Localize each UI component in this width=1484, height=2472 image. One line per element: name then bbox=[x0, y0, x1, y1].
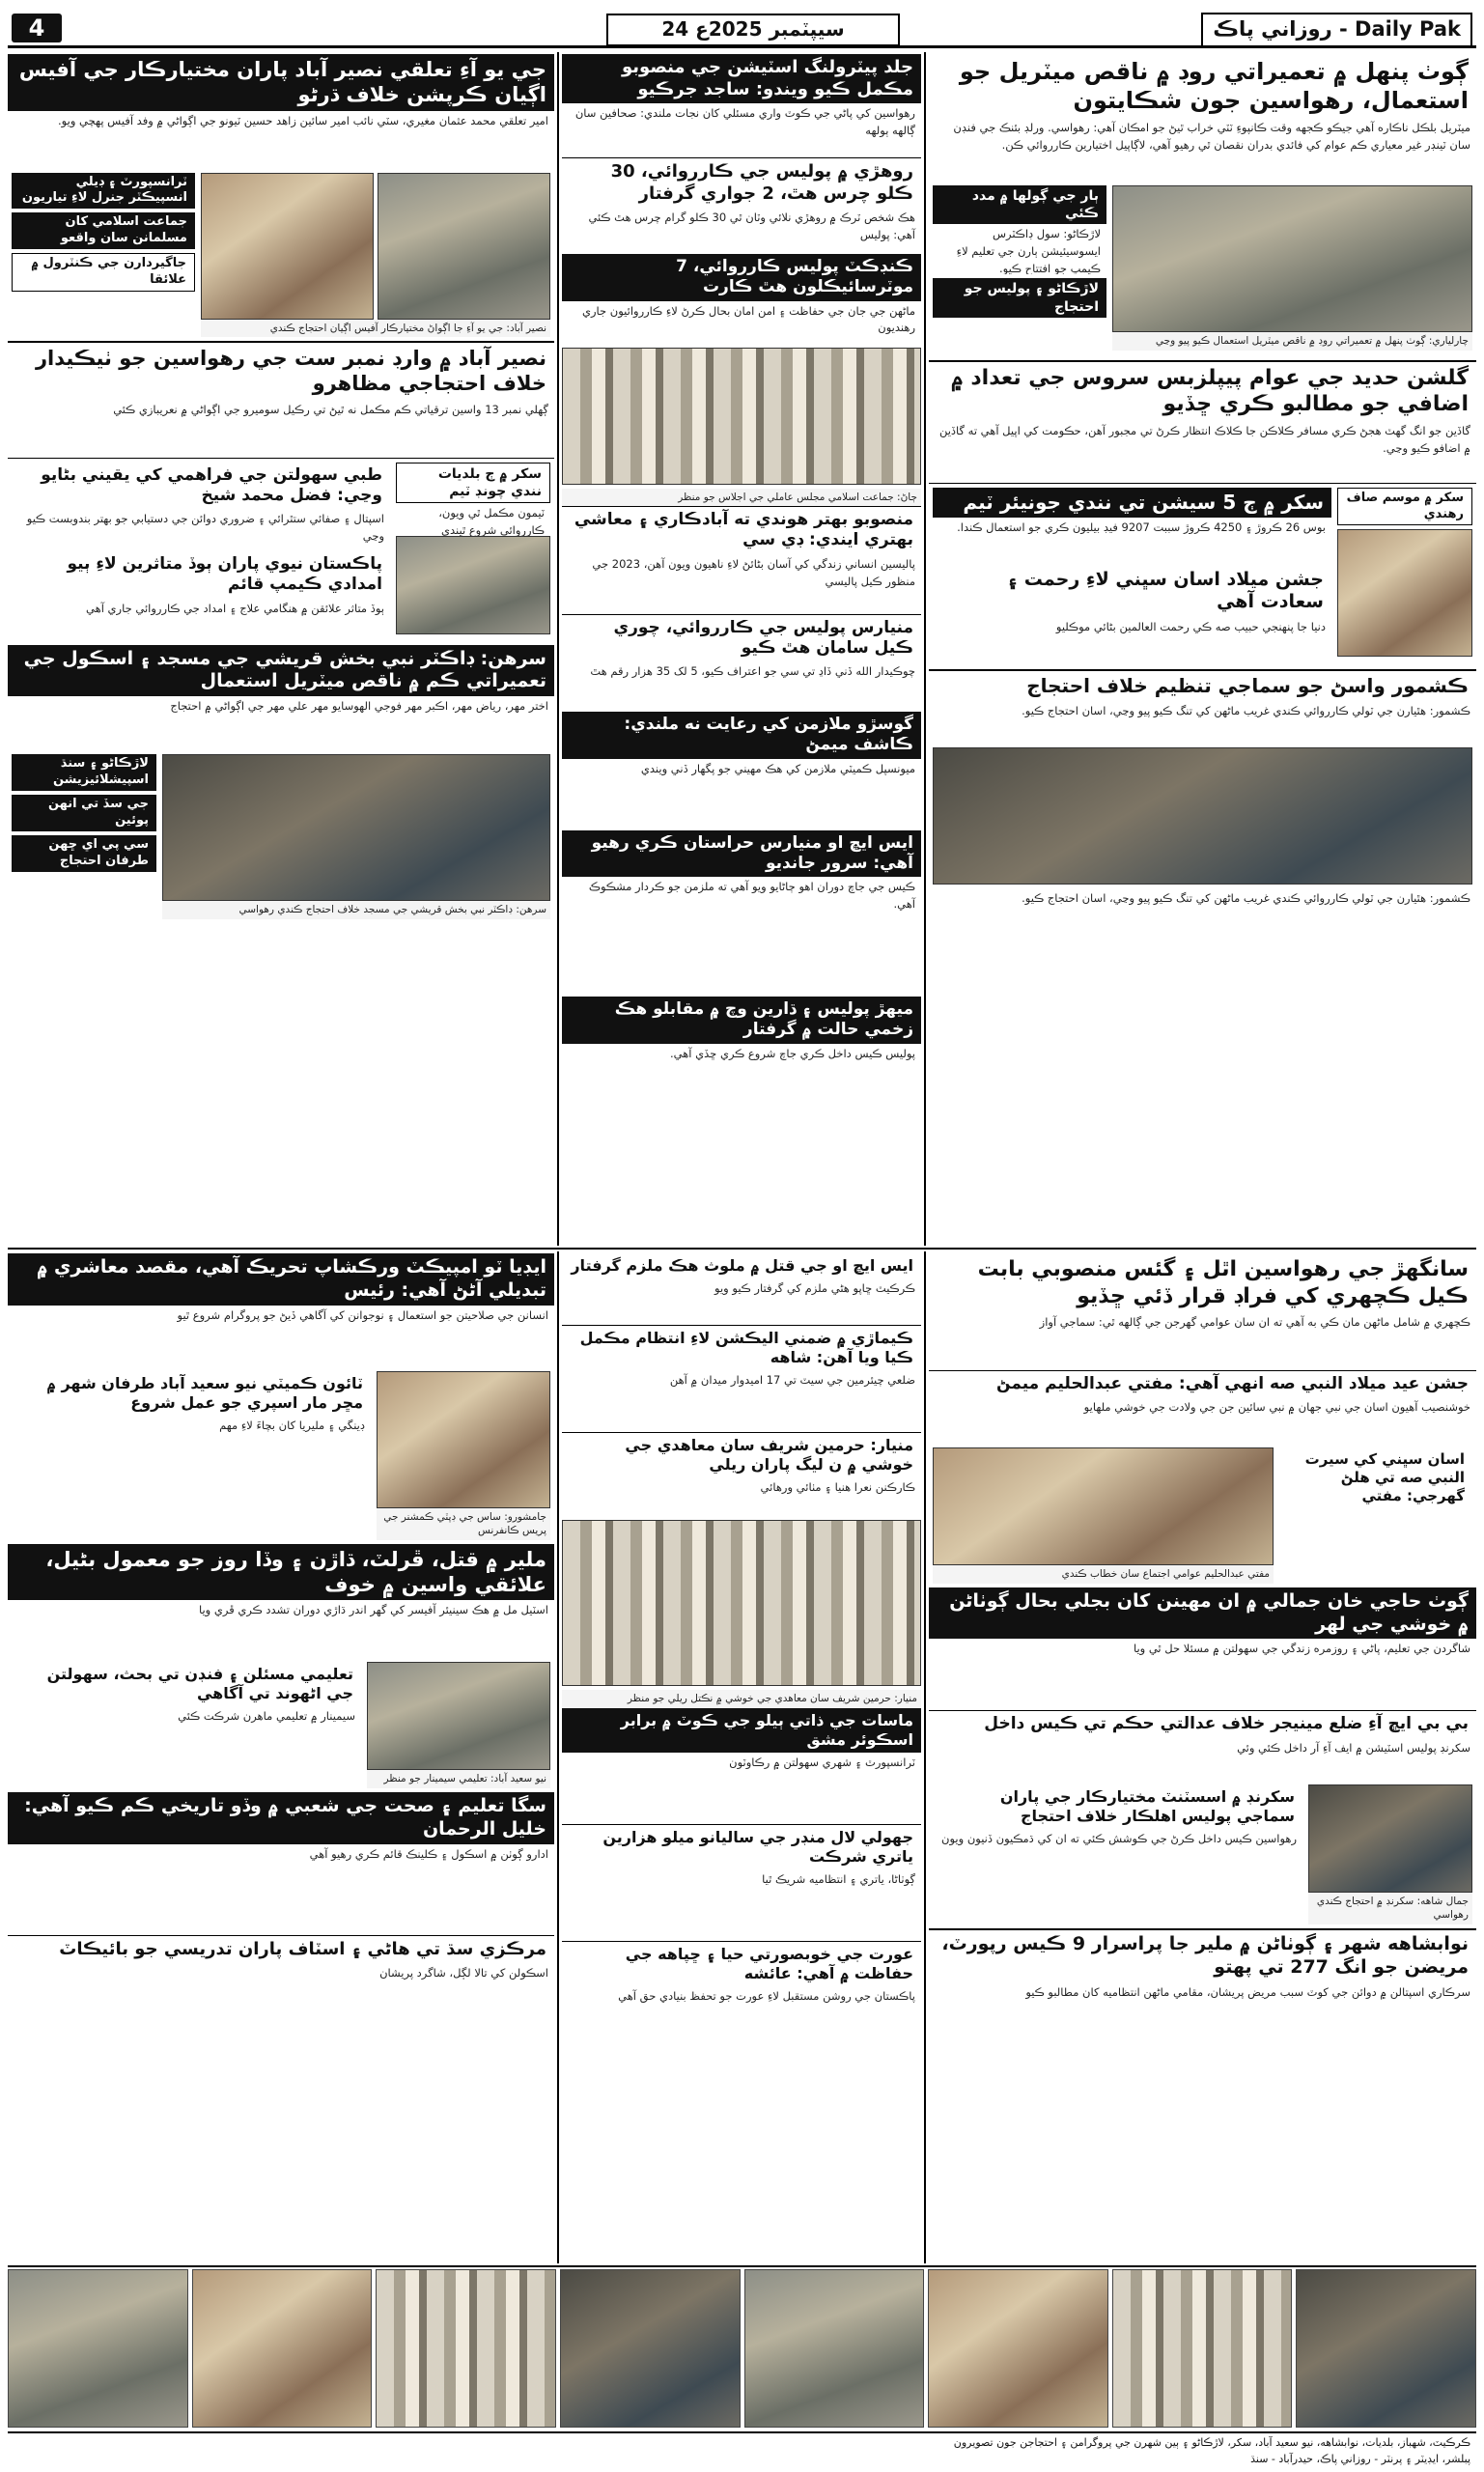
headline: سکر ۾ ڄ 5 سيشن تي نندي جونيئر ٽيم bbox=[933, 488, 1331, 518]
column-rule bbox=[557, 1251, 559, 2263]
news-photo bbox=[933, 747, 1472, 885]
article-body: پاڪستان جي روشن مستقبل لاءِ عورت جو تحفظ بنيادي حق آهي bbox=[618, 1988, 915, 2003]
headline: اسان سڀني کي سيرت النبي صه تي هلڻ گهرجي: مفتي bbox=[1304, 1450, 1465, 1504]
headline: ملير ۾ قتل، ڦرلٽ، ڌاڙن ۽ وڏا روز جو معمول بڻيل، علائقي واسين ۾ خوف bbox=[8, 1544, 554, 1601]
article-body: سيمينار ۾ تعليمي ماهرن شرڪت ڪئي bbox=[178, 1709, 355, 1724]
headline: ايڊيا ٽو امپيڪٽ ورڪشاپ تحريڪ آهي، مقصد معاشري ۾ تبديلي آڻڻ آهي: رئيس bbox=[8, 1253, 554, 1306]
headline: منصوبو بهتر هوندي ته آبادڪاري ۽ معاشي بهتري ايندي: ڊي سي bbox=[562, 506, 921, 554]
subheadline: سي پي اي ڇهن طرفان احتجاج bbox=[12, 835, 156, 872]
headline: ڳوٺ پنهل ۾ تعميراتي روڊ ۾ ناقص ميٽريل جو استعمال، رهواسين جون شڪايتون bbox=[959, 58, 1469, 114]
headline: جشن ميلاد اسان سڀني لاءِ رحمت ۽ سعادت آهي bbox=[1007, 568, 1324, 613]
newspaper-brand: روزاني پاڪ - Daily Pak bbox=[1201, 13, 1472, 47]
article-body: انسانن جي صلاحيتن جو استعمال ۽ نوجوانن کي آگاهي ڏيڻ جو پروگرام شروع ٿيو bbox=[177, 1307, 548, 1322]
subheadline: لاڙڪاڻو ۽ پوليس جو احتجاج bbox=[933, 278, 1106, 317]
headline: ميهڙ پوليس ۽ ڌارين وچ ۾ مقابلو هڪ زخمي حالت ۾ گرفتار bbox=[562, 997, 921, 1044]
column-rule bbox=[557, 52, 559, 1246]
article-body: ڳهلي نمبر 13 واسين ترقياتي ڪم مڪمل نه ٿيڻ تي رڪيل سوميرو جي اڳواڻي ۾ نعريبازي ڪئي bbox=[113, 402, 548, 416]
footer bbox=[8, 2431, 1476, 2466]
strip-photo bbox=[928, 2269, 1108, 2428]
column-rule bbox=[924, 52, 926, 1246]
article-body: سکرنڊ پوليس اسٽيشن ۾ ايف آءِ آر داخل ڪئي وئي bbox=[1237, 1740, 1470, 1755]
news-photo bbox=[562, 348, 921, 485]
article-body: اسڪولن کي تالا لڳل، شاگرد پريشان bbox=[379, 1966, 548, 1980]
headline: سکرنڊ ۾ اسسٽنٽ مختيارڪار جي پاران سماجي پوليس اهلڪار خلاف احتجاج bbox=[999, 1786, 1295, 1825]
news-photo bbox=[1308, 1784, 1472, 1893]
subheadline: جاگيردارن جي ڪنٽرول ۾ علائقا bbox=[12, 253, 195, 292]
news-photo bbox=[396, 536, 550, 634]
photo-caption: چارلياري: ڳوٺ پنهل ۾ تعميراتي روڊ ۾ ناقص ميٽريل استعمال ڪيو پيو وڃي bbox=[1112, 332, 1472, 351]
photo-caption: ڄاڻ: جماعت اسلامي مجلس عاملي جي اجلاس جو منظر bbox=[562, 489, 921, 507]
headline: منيارس پوليس جي ڪارروائي، چوري ڪيل سامان هٿ ڪيو bbox=[562, 614, 921, 662]
news-photo bbox=[367, 1662, 550, 1770]
article-body: اسٽيل مل ۾ هڪ سينيئر آفيسر کي گهر اندر ڌاڙي دوران تشدد ڪري ڦري ويا bbox=[198, 1603, 548, 1617]
headline: ڪنڊڪٽ پوليس ڪارروائي، 7 موٽرسائيڪلون هٿ ڪارت bbox=[562, 254, 921, 301]
article-body: امير تعلقي محمد عثمان مغيري، سٽي نائب امير سائين زاهد حسين ٽيونو جي اڳواڻي ۾ وفد آفيس پهچي ويو. bbox=[58, 113, 548, 127]
article-body: ڪارڪنن نعرا هنيا ۽ مٺائي ورهائي bbox=[760, 1480, 915, 1494]
article-body: پاليسين انساني زندگي کي آسان بڻائڻ لاءِ ناهيون ويون آهن، 2023 جي منظور ڪيل پاليسي bbox=[592, 556, 915, 588]
issue-date: 24 سيپٽمبر 2025ع bbox=[606, 14, 900, 46]
headline: جشن عيد ميلاد النبي صه انهي آهي: مفتي عبدالحليم ميمڻ bbox=[929, 1370, 1476, 1397]
article-body: پوليس ڪيس داخل ڪري جاچ شروع ڪري ڇڏي آهي. bbox=[669, 1046, 915, 1060]
strip-photo bbox=[8, 2269, 188, 2428]
headline: روهڙي ۾ پوليس جي ڪارروائي، 30 ڪلو چرس هٿ، 2 جواري گرفتار bbox=[562, 157, 921, 208]
left-column bbox=[8, 54, 554, 1244]
photo-caption: مفتي عبدالحليم عوامي اجتماع سان خطاب ڪندي bbox=[933, 1565, 1274, 1584]
headline: عورت جي خوبصورتي حيا ۽ ڇپاهه جي حفاظت ۾ آهي: عائشه bbox=[562, 1941, 921, 1986]
article-body: سرڪاري اسپتالن ۾ دوائن جي کوٽ سبب مريض پريشان، مقامي ماڻهن انتظاميه کان مطالبو ڪيو bbox=[1025, 1984, 1470, 1999]
headline: سانگهڙ جي رهواسين اٿل ۽ گئس منصوبي بابت ڪيل ڪچهري کي فراڊ قرار ڏئي ڇڏيو bbox=[977, 1257, 1469, 1308]
headline: ڪيماڙي ۾ ضمني اليڪشن لاءِ انتظام مڪمل ڪيا ويا آهن: شاهه bbox=[562, 1325, 921, 1370]
section-rule bbox=[8, 2265, 1476, 2267]
article-body: ماڻهن جي جان جي حفاظت ۽ امن امان بحال ڪرڻ لاءِ ڪارروائيون جاري رهنديون bbox=[581, 303, 915, 335]
article-body: ڪيس جي جاچ دوران اهو ڄاڻايو ويو آهي ته ملزمن جو ڪردار مشڪوڪ آهي. bbox=[588, 880, 915, 911]
headline: ايس ايڇ او جي قتل ۾ ملوث هڪ ملزم گرفتار bbox=[571, 1256, 913, 1275]
headline: سرهن: ڊاڪٽر نبي بخش قريشي جي مسجد ۽ اسڪول جي تعميراتي ڪم ۾ ناقص ميٽريل استعمال bbox=[8, 645, 554, 697]
strip-photo bbox=[744, 2269, 925, 2428]
section-rule bbox=[8, 1248, 1476, 1250]
article-body: اسپتال ۽ صفائي ستٿرائي ۽ ضروري دوائن جي دستيابي جو بهتر بندوبست ڪيو وڃي bbox=[26, 512, 384, 543]
article-body: ميٽريل بلڪل ناڪاره آهي جيڪو ڪجهه وقت ڪانپوءِ ٽٽي خراب ٿيڻ جو امڪان آهي: رهواسي. ورلڊ بئنڪ جي فنڊن سان ٽينڊر غير معياري ڪم عوام کي فائدي بدران نقصان ٿي رهيو آهي، لاڳاپيل اختيارين ڪارروائي ڪن. bbox=[953, 121, 1470, 152]
headline: طبي سهولتن جي فراهمي کي يقيني بڻايو وڃي: فضل محمد شيخ bbox=[41, 464, 382, 505]
headline: مرڪزي سڌ تي هاڻي ۽ اسٽاف پاران تدريسي جو بائيڪاٽ bbox=[8, 1935, 554, 1964]
right-column bbox=[929, 54, 1476, 1244]
strip-photo bbox=[192, 2269, 373, 2428]
photo-caption: جمال شاهه: سکرنڊ ۾ احتجاج ڪندي رهواسي bbox=[1308, 1893, 1472, 1924]
headline: ٽائون ڪميٽي نيو سعيد آباد طرفان شهر ۾ مڇر مار اسپري جو عمل شروع bbox=[46, 1373, 363, 1412]
headline: ماسات جي ذاتي ٻيلو جي ڪوٽ ۾ برابر اسڪوئر مشق bbox=[562, 1708, 921, 1753]
strip-photo bbox=[376, 2269, 556, 2428]
strip-photo bbox=[560, 2269, 741, 2428]
news-photo bbox=[1112, 185, 1472, 332]
article-body: رهواسين کي پاڻي جي ڪوٽ واري مسئلي کان نجات ملندي: صحافين سان ڳالهه ٻولهه bbox=[574, 106, 915, 137]
article-body: ادارو ڳوٺن ۾ اسڪول ۽ ڪلينڪ قائم ڪري رهيو آهي bbox=[309, 1846, 548, 1861]
strip-photo bbox=[1296, 2269, 1476, 2428]
subheadline: جي سڏ تي انهن پوئين bbox=[12, 795, 156, 831]
photo-caption: سرهن: ڊاڪٽر نبي بخش قريشي جي مسجد خلاف احتجاج ڪندي رهواسي bbox=[162, 901, 550, 919]
news-photo bbox=[562, 1520, 921, 1686]
photo-caption: نيو سعيد آباد: تعليمي سيمينار جو منظر bbox=[367, 1770, 550, 1788]
masthead bbox=[8, 10, 1476, 48]
news-photo bbox=[378, 173, 550, 320]
article-body: بوس 26 ڪروڙ ۽ 4250 ڪروڙ سببت 9207 فيڊ بيليون ڪري جو استعمال ڪندا. bbox=[957, 520, 1326, 534]
headline: نصير آباد ۾ وارڊ نمبر ست جي رهواسين جو ٺيڪيدار خلاف احتجاجي مظاهرو bbox=[8, 341, 554, 400]
news-photo bbox=[162, 754, 550, 901]
headline: بي بي ايڇ آءِ ضلع مينيجر خلاف عدالتي حڪم تي ڪيس داخل bbox=[929, 1710, 1476, 1737]
headline: منيار: حرمين شريف سان معاهدي جي خوشي ۾ ن ليگ پاران ريلي bbox=[562, 1432, 921, 1477]
subheadline: ٽرانسپورٽ ۽ ڊيلي انسپيڪٽر جنرل لاءِ تياريون bbox=[12, 173, 195, 210]
subheadline: سکر ۾ ڄ بلديات نندي چونڊ ٽيم bbox=[396, 463, 550, 503]
page-number: 4 bbox=[12, 14, 62, 42]
article-body: ٻوڏ متاثر علائقن ۾ هنگامي علاج ۽ امداد جي ڪارروائي جاري آهي bbox=[86, 601, 384, 615]
article-body: ڪشمور: هٿيارن جي ٽولي ڪارروائي ڪندي غريب ماڻهن کي تنگ ڪيو پيو وڃي، اسان احتجاج ڪيو. bbox=[1022, 704, 1470, 718]
subheadline: سکر ۾ موسم صاف رهندي bbox=[1337, 488, 1472, 526]
article-body: لاڙڪاڻو: سول ڊاڪٽرس ايسوسيئيشن ٻارن جي تعليم لاءِ ڪيمپ جو افتتاح ڪيو. bbox=[956, 227, 1101, 275]
article-body: هڪ شخص ٽرڪ ۾ روهڙي نلائي وٽان ٿي 30 ڪلو گرام چرس هٿ ڪئي آهي: پوليس bbox=[588, 211, 915, 241]
article-body: ٽيمون مڪمل ٿي ويون، ڪارروائي شروع ٿيندي bbox=[438, 506, 545, 537]
headline: جهولي لال منڊر جي ساليانو ميلو هزارين ياتري شرڪت bbox=[562, 1824, 921, 1869]
news-photo bbox=[201, 173, 374, 320]
article-body: ميونسپل ڪميٽي ملازمن کي هڪ مهيني جو پگهار ڏني ويندي bbox=[640, 761, 915, 775]
headline: نوابشاهه شهر ۽ ڳوٺاڻن ۾ ملير جا پراسرار 9 ڪيس رپورٽ، مريضن جو انگ 277 تي پهتو bbox=[929, 1928, 1476, 1982]
footer-caption: ڪرڪيٽ، شهباز، بلديات، نوابشاهه، نيو سعيد آباد، سکر، لاڙڪاڻو ۽ ٻين شهرن جي پروگرامن ۽ احتجاجن جون تصويرون bbox=[953, 2436, 1470, 2449]
article-body: ڪرڪيٽ ڇاپو هڻي ملزم کي گرفتار ڪيو ويو bbox=[714, 1281, 915, 1295]
article-body: ڳوٺاڻا، ياتري ۽ انتظاميه شريڪ ٿيا bbox=[762, 1871, 915, 1886]
news-photo bbox=[933, 1447, 1274, 1565]
article-body: رهواسين ڪيس داخل ڪرڻ جي ڪوشش ڪئي ته ان کي ڌمڪيون ڏنيون ويون bbox=[941, 1831, 1297, 1845]
lower-right-column bbox=[929, 1253, 1476, 2261]
column-rule bbox=[924, 1251, 926, 2263]
footer-imprint: پبلشر، ايڊيٽر ۽ پرنٽر - روزاني پاڪ، حيدرآباد - سنڌ bbox=[1250, 2452, 1470, 2465]
photo-caption: جامشورو: ساس جي ڊپٽي ڪمشنر جي پريس ڪانفرنس bbox=[377, 1508, 550, 1540]
article-body: اختر مهر، رياض مهر، اڪبر مهر فوجي الهوسايو مهر علي مهر جي اڳواڻي ۾ احتجاج bbox=[170, 699, 548, 714]
strip-photo bbox=[1112, 2269, 1293, 2428]
article-body: ڪچهري ۾ شامل ماڻهن مان ڪي به آهي ته ان سان عوامي گهرجن جي ڳالهه ٿي: سماجي آواز bbox=[1039, 1315, 1470, 1329]
article-body: ٽرانسپورٽ ۽ شهري سهولتن ۾ رڪاوٽون bbox=[729, 1755, 915, 1769]
article-body: دنيا جا پنهنجي حبيب صه ڪي رحمت العالمين بڻائي موڪليو bbox=[1055, 620, 1326, 634]
subheadline: لاڙڪاڻو ۽ سنڌ اسپيشلائيزيشن bbox=[12, 754, 156, 791]
article-body: خوشنصيب آهيون اسان جي نبي جهان ۾ نبي سائين جن جي ولادت جي خوشي ملهايو bbox=[1083, 1400, 1470, 1415]
photo-caption: نصير آباد: جي يو آءِ جا اڳواڻ مختيارڪار آفيس اڳيان احتجاج ڪندي bbox=[201, 320, 550, 338]
subheadline: ٻار جي ڳولها ۾ مدد ڪئي bbox=[933, 185, 1106, 224]
article-body: شاگردن جي تعليم، پاڻي ۽ روزمره زندگي جي سهولتن ۾ مسئلا حل ٿي ويا bbox=[1133, 1642, 1470, 1656]
headline: سگا تعليم ۽ صحت جي شعبي ۾ وڏو تاريخي ڪم ڪيو آهي: خليل الرحمان bbox=[8, 1792, 554, 1844]
headline: جلد پيٽرولنگ اسٽيشن جي منصوبو مڪمل ڪيو ويندو: ساجد جرڪيو bbox=[562, 54, 921, 103]
headline: ايس ايڇ او منيارس حراستان ڪري رهيو آهي: سرور جانديو bbox=[562, 830, 921, 878]
headline: تعليمي مسئلن ۽ فنڊن تي بحث، سهولتن جي اڻهوند تي آگاهي bbox=[46, 1665, 353, 1703]
article-body: ڪشمور: هٿيارن جي ٽولي ڪارروائي ڪندي غريب ماڻهن کي تنگ ڪيو پيو وڃي، اسان احتجاج ڪيو. bbox=[1022, 891, 1470, 906]
headline: پاڪستان نيوي پاران ٻوڏ متاثرين لاءِ ٻيو امدادي ڪيمپ قائم bbox=[67, 554, 382, 595]
lower-middle-column bbox=[562, 1253, 921, 2261]
headline: ڳوٺ حاجي خان جمالي ۾ ان مهينن کان بجلي بحال ڳوٺاڻن ۾ خوشي جي لهر bbox=[929, 1587, 1476, 1640]
subheadline: جماعت اسلامي کان مسلمانن سان واقعو bbox=[12, 212, 195, 249]
article-body: چوڪيدار الله ڏني ڏاڍ تي سي جو اعتراف ڪيو، 5 لک 35 هزار رقم هٿ bbox=[590, 664, 915, 679]
article-body: گاڏين جو انگ گهٽ هجڻ ڪري مسافر ڪلاڪن جا ڪلاڪ انتظار ڪرڻ تي مجبور آهن، حڪومت کي اپيل آهي ته گاڏين ۾ اضافو ڪيو وڃي. bbox=[938, 423, 1470, 455]
portrait-photo bbox=[377, 1371, 550, 1508]
photo-caption: منيار: حرمين شريف سان معاهدي جي خوشي ۾ نڪتل ريلي جو منظر bbox=[562, 1690, 921, 1708]
article-body: ضلعي چيئرمين جي سيٽ تي 17 اميدوار ميدان ۾ آهن bbox=[669, 1373, 915, 1387]
middle-column bbox=[562, 54, 921, 1244]
headline: جي يو آءِ تعلقي نصير آباد پاران مختيارڪار جي آفيس اڳيان ڪرپشن خلاف ڌرڻو bbox=[8, 54, 554, 111]
headline: ڪشمور واسڻ جو سماجي تنظيم خلاف احتجاج bbox=[929, 669, 1476, 701]
article-body: ڊينگي ۽ مليريا کان بچاءَ لاءِ مهم bbox=[219, 1418, 365, 1432]
headline: گلشن حديد جي عوام پيپلزبس سروس جي تعداد ۾ اضافي جو مطالبو ڪري ڇڏيو bbox=[929, 360, 1476, 421]
headline: گوسڙو ملازمن کي رعايت نه ملندي: ڪاشف ميمڻ bbox=[562, 712, 921, 759]
photo-strip bbox=[8, 2269, 1476, 2428]
portrait-photo bbox=[1337, 529, 1472, 657]
lower-left-column bbox=[8, 1253, 554, 2261]
